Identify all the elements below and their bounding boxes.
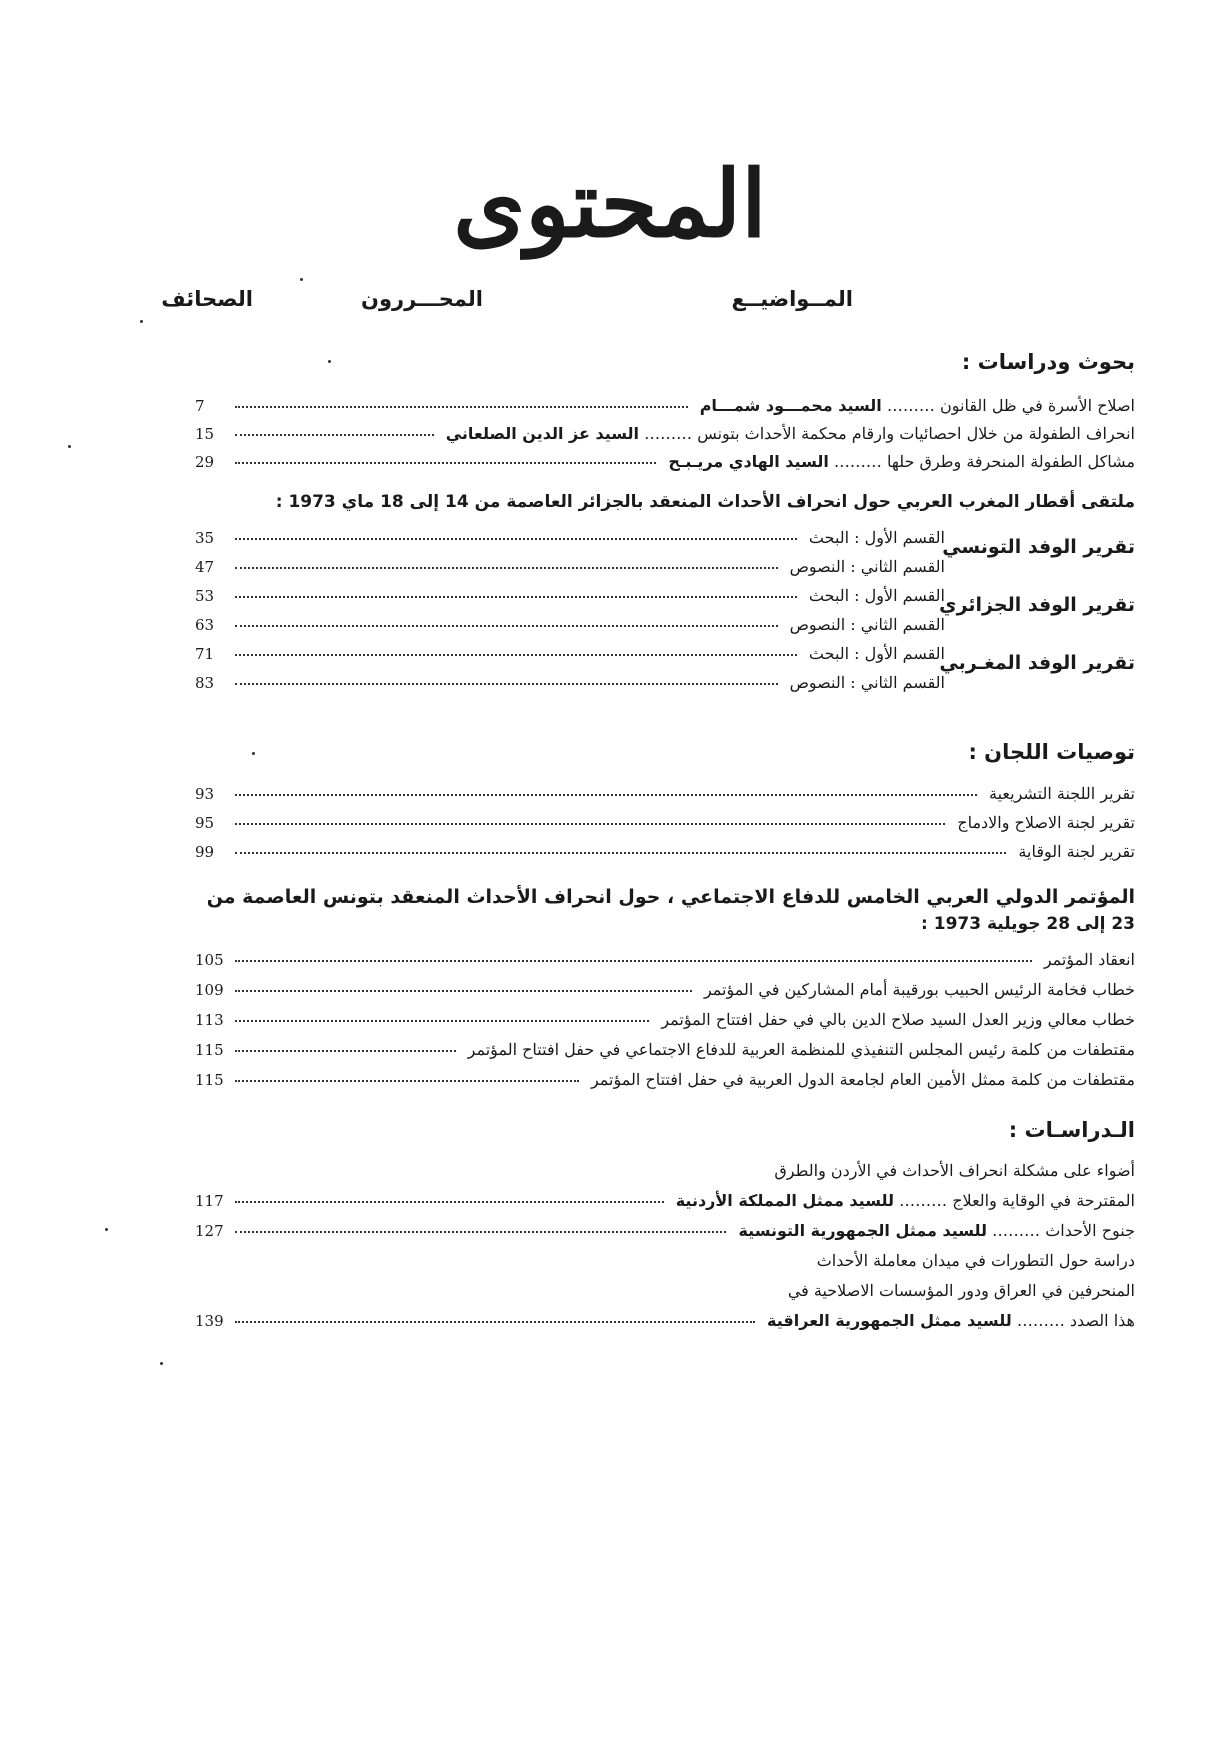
toc-entry-page: 29 [195, 453, 215, 471]
toc-entry-title: انحراف الطفولة من خلال احصائيات وارقام محكمة الأحداث بتونس ……… السيد عز الدين الصلعاني [445, 424, 1135, 443]
toc-entry [195, 582, 945, 610]
scan-speck [252, 752, 255, 755]
toc-entry [195, 669, 945, 697]
toc-entry-title [704, 976, 1135, 1004]
toc-entry-title [468, 1036, 1135, 1064]
dot-leader [235, 567, 778, 569]
toc-entry-title [809, 640, 945, 668]
toc-entry-text: تقرير لجنة الوقاية [1018, 842, 1135, 861]
toc-entry-title [809, 582, 945, 610]
toc-entry [195, 524, 945, 552]
section-heading-congress: المؤتمر الدولي العربي الخامس للدفاع الاجتماعي ، حول انحراف الأحداث المنعقد بتونس العاصمة من [206, 886, 1135, 908]
section-heading-congress-dates: 23 إلى 28 جويلية 1973 : [921, 914, 1135, 934]
toc-entry-page: 109 [195, 981, 224, 999]
section-heading-maghreb: ملتقى أقطار المغرب العربي حول انحراف الأحداث المنعقد بالجزائر العاصمة من 14 إلى 18 ماي 1973 : [275, 492, 1135, 512]
toc-entry-page: 113 [195, 1011, 224, 1029]
toc-entry-text: انعقاد المؤتمر [1043, 950, 1135, 969]
toc-entry [195, 1277, 1135, 1305]
toc-entry-page: 15 [195, 425, 215, 443]
toc-entry-page: 83 [195, 674, 215, 692]
toc-entry [195, 611, 945, 639]
toc-entry-author: للسيد ممثل الجمهورية التونسية [738, 1221, 988, 1240]
toc-entry-text: المنحرفين في العراق ودور المؤسسات الاصلاحية في [787, 1281, 1135, 1300]
toc-entry-text: القسم الأول : البحث [808, 528, 945, 547]
toc-entry-text: خطاب فخامة الرئيس الحبيب بورقيبة أمام المشاركين في المؤتمر [703, 980, 1135, 999]
column-header-pages: الصحائف [161, 287, 253, 311]
toc-entry-page: 95 [195, 814, 215, 832]
page-title: المحتوى [453, 150, 767, 258]
toc-entry-page: 53 [195, 587, 215, 605]
toc-entry-title [989, 780, 1135, 808]
toc-entry-page: 117 [195, 1192, 224, 1210]
toc-entry-text: دراسة حول التطورات في ميدان معاملة الأحداث [816, 1251, 1135, 1270]
toc-entry-title: اصلاح الأسرة في ظل القانون ……… السيد محمـــود شمـــام [699, 396, 1135, 415]
toc-entry [195, 448, 1135, 476]
toc-entry-title [774, 1157, 1135, 1185]
toc-entry-title: المقترحة في الوقاية والعلاج ……… للسيد ممثل المملكة الأردنية [675, 1191, 1135, 1210]
dot-leader [235, 990, 692, 992]
toc-entry [195, 946, 1135, 974]
toc-entry-title [790, 611, 945, 639]
dot-leader [235, 683, 778, 685]
dot-leader [235, 823, 945, 825]
dot-leader [235, 434, 434, 436]
toc-entry-title [591, 1066, 1135, 1094]
delegation-label: تقرير الوفد الجزائري [939, 594, 1135, 616]
toc-entry-text: انحراف الطفولة من خلال احصائيات وارقام محكمة الأحداث بتونس [697, 424, 1135, 443]
toc-entry-page: 127 [195, 1222, 224, 1240]
delegation-label: تقرير الوفد التونسي [942, 536, 1135, 558]
toc-entry-text: مشاكل الطفولة المنحرفة وطرق حلها [887, 452, 1135, 471]
toc-entry-text: تقرير لجنة الاصلاح والادماج [957, 813, 1135, 832]
section-heading-research: بحوث ودراسات : [961, 350, 1135, 374]
scan-speck [160, 1362, 163, 1365]
toc-entry-page: 47 [195, 558, 215, 576]
toc-entry-text: القسم الثاني : النصوص [789, 673, 945, 692]
toc-entry-title: مشاكل الطفولة المنحرفة وطرق حلها ……… السيد الهادي مريـبـح [668, 452, 1135, 471]
toc-entry-author: السيد محمـــود شمـــام [699, 396, 882, 415]
toc-entry-text: جنوح الأحداث [1045, 1221, 1135, 1240]
toc-entry [195, 392, 1135, 420]
scan-speck [300, 278, 303, 281]
scan-speck [68, 445, 71, 448]
toc-entry-text: المقترحة في الوقاية والعلاج [952, 1191, 1135, 1210]
scan-speck [140, 320, 143, 323]
toc-entry-author: السيد عز الدين الصلعاني [445, 424, 640, 443]
toc-entry [195, 976, 1135, 1004]
dot-leader [235, 1050, 456, 1052]
dot-leader [235, 1080, 579, 1082]
dot-leader [235, 794, 977, 796]
toc-entry-page: 71 [195, 645, 215, 663]
dot-leader [235, 596, 797, 598]
toc-entry-text: هذا الصدد [1069, 1311, 1135, 1330]
toc-entry [195, 1006, 1135, 1034]
toc-entry [195, 780, 1135, 808]
toc-entry-text: مقتطفات من كلمة ممثل الأمين العام لجامعة الدول العربية في حفل افتتاح المؤتمر [590, 1070, 1135, 1089]
toc-entry-title [788, 1277, 1135, 1305]
toc-entry-title: جنوح الأحداث ……… للسيد ممثل الجمهورية التونسية [738, 1221, 1135, 1240]
column-header-topics: المــواضيــع [731, 287, 853, 311]
toc-entry-page: 115 [195, 1041, 224, 1059]
column-header-editors: المحـــررون [361, 287, 483, 311]
toc-entry-text: القسم الثاني : النصوص [789, 615, 945, 634]
toc-entry-page: 99 [195, 843, 215, 861]
dot-leader [235, 1231, 726, 1233]
dot-leader [235, 1201, 664, 1203]
dot-leader [235, 625, 778, 627]
toc-entry-title: هذا الصدد ……… للسيد ممثل الجمهورية العراقية [767, 1311, 1135, 1330]
toc-entry [195, 640, 945, 668]
toc-entry-page: 139 [195, 1312, 224, 1330]
toc-entry [195, 1157, 1135, 1185]
toc-entry-page: 93 [195, 785, 215, 803]
toc-entry [195, 1307, 1135, 1335]
toc-entry [195, 1066, 1135, 1094]
toc-entry-title [790, 669, 945, 697]
toc-entry-title [809, 524, 945, 552]
section-heading-committees: توصيات اللجان : [968, 740, 1135, 764]
toc-entry-title [1018, 838, 1135, 866]
toc-entry-text: مقتطفات من كلمة رئيس المجلس التنفيذي للمنظمة العربية للدفاع الاجتماعي في حفل افتتاح المؤتمر [467, 1040, 1135, 1059]
dot-leader [235, 852, 1006, 854]
toc-entry-author: للسيد ممثل المملكة الأردنية [675, 1191, 895, 1210]
toc-entry [195, 1036, 1135, 1064]
toc-entry-text: أضواء على مشكلة انحراف الأحداث في الأردن والطرق [774, 1161, 1135, 1180]
toc-entry-text: خطاب معالي وزير العدل السيد صلاح الدين بالي في حفل افتتاح المؤتمر [661, 1010, 1135, 1029]
scan-speck [328, 360, 331, 363]
toc-entry [195, 553, 945, 581]
toc-entry [195, 1187, 1135, 1215]
delegation-label: تقرير الوفد المغـربي [939, 652, 1135, 674]
toc-entry-page: 7 [195, 397, 205, 415]
toc-entry-author: للسيد ممثل الجمهورية العراقية [767, 1311, 1012, 1330]
toc-entry-text: تقرير اللجنة التشريعية [988, 784, 1135, 803]
toc-entry-author: السيد الهادي مريـبـح [668, 452, 829, 471]
toc-entry-page: 63 [195, 616, 215, 634]
toc-entry [195, 838, 1135, 866]
toc-entry-text: القسم الأول : البحث [808, 644, 945, 663]
scan-speck [105, 1228, 108, 1231]
toc-entry [195, 809, 1135, 837]
toc-entry-page: 35 [195, 529, 215, 547]
toc-entry-text: القسم الثاني : النصوص [789, 557, 945, 576]
toc-entry-title [661, 1006, 1135, 1034]
toc-entry [195, 1247, 1135, 1275]
toc-entry-title [817, 1247, 1135, 1275]
dot-leader [235, 462, 656, 464]
dot-leader [235, 406, 688, 408]
dot-leader [235, 1020, 649, 1022]
dot-leader [235, 538, 797, 540]
toc-entry-page: 115 [195, 1071, 224, 1089]
toc-entry [195, 1217, 1135, 1245]
toc-entry-text: اصلاح الأسرة في ظل القانون [939, 396, 1135, 415]
toc-entry-title [790, 553, 945, 581]
toc-entry-title [1044, 946, 1135, 974]
toc-entry-title [957, 809, 1135, 837]
dot-leader [235, 1321, 755, 1323]
section-heading-studies: الـدراسـات : [1008, 1118, 1135, 1142]
toc-entry-text: القسم الأول : البحث [808, 586, 945, 605]
toc-entry-page: 105 [195, 951, 224, 969]
dot-leader [235, 654, 797, 656]
dot-leader [235, 960, 1032, 962]
toc-entry [195, 420, 1135, 448]
